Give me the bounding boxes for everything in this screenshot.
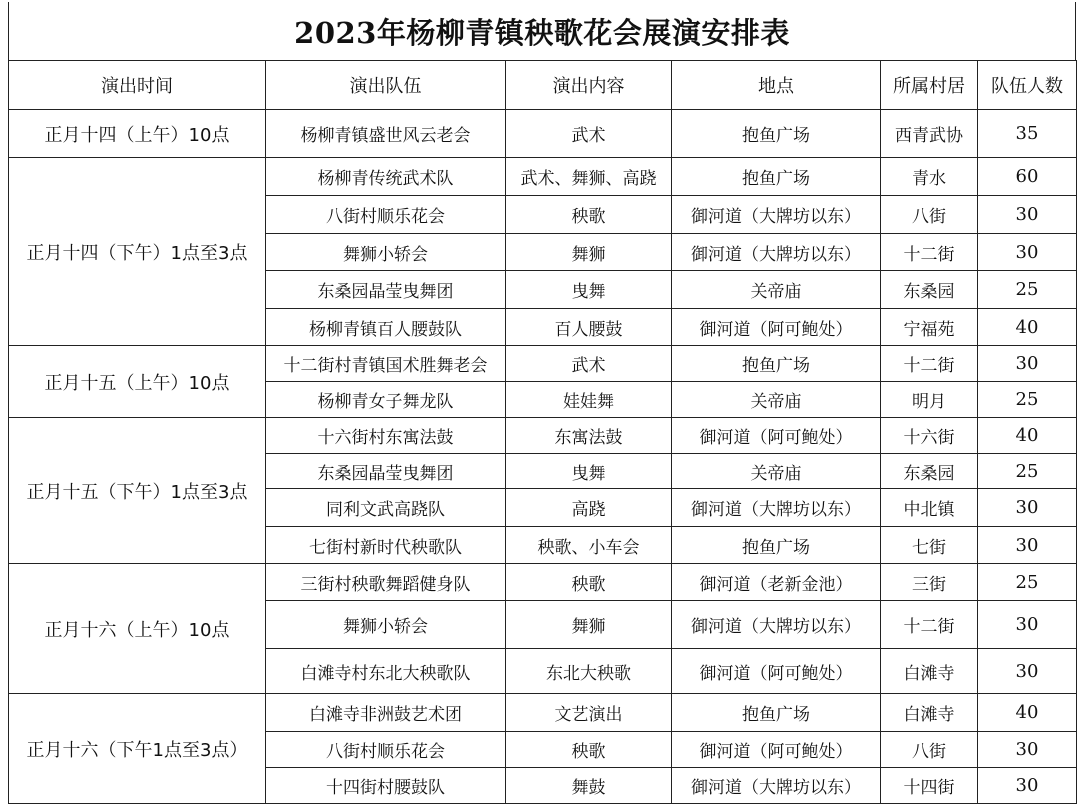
cell-village: 东桑园 [881, 271, 978, 309]
cell-village: 宁福苑 [881, 309, 978, 346]
cell-count: 30 [978, 234, 1077, 271]
table-row [9, 564, 1077, 601]
cell-location: 御河道（大牌坊以东） [672, 768, 881, 804]
cell-village: 十四街 [881, 768, 978, 804]
cell-village: 西青武协 [881, 110, 978, 158]
cell-count: 40 [978, 694, 1077, 732]
cell-content: 舞狮 [506, 234, 672, 271]
header-village: 所属村居 [881, 61, 978, 110]
cell-content: 舞鼓 [506, 768, 672, 804]
table-row [9, 418, 1077, 454]
cell-team: 八街村顺乐花会 [266, 196, 506, 234]
table-row [9, 110, 1077, 158]
title-bar [8, 2, 1076, 60]
cell-team: 三街村秧歌舞蹈健身队 [266, 564, 506, 601]
cell-content: 东北大秧歌 [506, 649, 672, 694]
cell-content: 东寓法鼓 [506, 418, 672, 454]
cell-team: 白滩寺非洲鼓艺术团 [266, 694, 506, 732]
cell-location: 御河道（大牌坊以东） [672, 234, 881, 271]
table-row [9, 346, 1077, 382]
cell-village: 十二街 [881, 234, 978, 271]
header-content: 演出内容 [506, 61, 672, 110]
cell-team: 杨柳青女子舞龙队 [266, 382, 506, 418]
cell-content: 秧歌 [506, 732, 672, 768]
cell-content: 高跷 [506, 489, 672, 527]
cell-village: 十六街 [881, 418, 978, 454]
cell-location: 抱鱼广场 [672, 158, 881, 196]
cell-village: 白滩寺 [881, 694, 978, 732]
cell-count: 30 [978, 601, 1077, 649]
cell-village: 十二街 [881, 346, 978, 382]
cell-village: 中北镇 [881, 489, 978, 527]
page-title: 2023年杨柳青镇秧歌花会展演安排表 [294, 15, 790, 50]
cell-location: 抱鱼广场 [672, 110, 881, 158]
cell-team: 白滩寺村东北大秧歌队 [266, 649, 506, 694]
cell-count: 30 [978, 346, 1077, 382]
cell-location: 御河道（阿可鲍处） [672, 309, 881, 346]
cell-location: 御河道（大牌坊以东） [672, 489, 881, 527]
cell-team: 杨柳青传统武术队 [266, 158, 506, 196]
cell-time: 正月十四（上午）10点 [9, 110, 266, 158]
cell-content: 秧歌、小车会 [506, 527, 672, 564]
cell-village: 七街 [881, 527, 978, 564]
table-row [9, 158, 1077, 196]
cell-content: 曳舞 [506, 271, 672, 309]
cell-content: 曳舞 [506, 454, 672, 489]
cell-count: 25 [978, 564, 1077, 601]
cell-content: 武术 [506, 110, 672, 158]
cell-village: 十二街 [881, 601, 978, 649]
cell-village: 东桑园 [881, 454, 978, 489]
cell-content: 秧歌 [506, 564, 672, 601]
cell-content: 武术、舞狮、高跷 [506, 158, 672, 196]
cell-count: 30 [978, 196, 1077, 234]
cell-village: 八街 [881, 732, 978, 768]
cell-location: 御河道（阿可鲍处） [672, 649, 881, 694]
cell-team: 八街村顺乐花会 [266, 732, 506, 768]
cell-count: 30 [978, 527, 1077, 564]
cell-content: 武术 [506, 346, 672, 382]
cell-location: 抱鱼广场 [672, 694, 881, 732]
cell-count: 60 [978, 158, 1077, 196]
cell-team: 同利文武高跷队 [266, 489, 506, 527]
header-location: 地点 [672, 61, 881, 110]
cell-location: 御河道（老新金池） [672, 564, 881, 601]
header-count: 队伍人数 [978, 61, 1077, 110]
cell-location: 御河道（阿可鲍处） [672, 418, 881, 454]
cell-team: 十二街村青镇国术胜舞老会 [266, 346, 506, 382]
cell-team: 东桑园晶莹曳舞团 [266, 271, 506, 309]
cell-village: 明月 [881, 382, 978, 418]
cell-content: 文艺演出 [506, 694, 672, 732]
cell-count: 25 [978, 454, 1077, 489]
cell-village: 青水 [881, 158, 978, 196]
cell-team: 七街村新时代秧歌队 [266, 527, 506, 564]
cell-count: 30 [978, 732, 1077, 768]
cell-location: 关帝庙 [672, 271, 881, 309]
header-row [9, 61, 1077, 110]
cell-time: 正月十六（下午1点至3点） [9, 694, 266, 804]
cell-content: 娃娃舞 [506, 382, 672, 418]
cell-team: 舞狮小轿会 [266, 234, 506, 271]
cell-team: 十六街村东寓法鼓 [266, 418, 506, 454]
cell-time: 正月十五（上午）10点 [9, 346, 266, 418]
header-team: 演出队伍 [266, 61, 506, 110]
cell-content: 舞狮 [506, 601, 672, 649]
cell-count: 30 [978, 649, 1077, 694]
schedule-body [9, 110, 1077, 804]
cell-team: 东桑园晶莹曳舞团 [266, 454, 506, 489]
cell-time: 正月十六（上午）10点 [9, 564, 266, 694]
cell-village: 三街 [881, 564, 978, 601]
cell-location: 抱鱼广场 [672, 527, 881, 564]
cell-time: 正月十四（下午）1点至3点 [9, 158, 266, 346]
schedule-document [8, 2, 1076, 802]
cell-team: 舞狮小轿会 [266, 601, 506, 649]
header-time: 演出时间 [9, 61, 266, 110]
table-row [9, 694, 1077, 732]
cell-count: 25 [978, 382, 1077, 418]
cell-village: 八街 [881, 196, 978, 234]
cell-count: 35 [978, 110, 1077, 158]
cell-team: 杨柳青镇盛世风云老会 [266, 110, 506, 158]
cell-location: 御河道（大牌坊以东） [672, 601, 881, 649]
cell-count: 30 [978, 768, 1077, 804]
cell-location: 御河道（大牌坊以东） [672, 196, 881, 234]
cell-content: 百人腰鼓 [506, 309, 672, 346]
cell-location: 关帝庙 [672, 454, 881, 489]
cell-count: 40 [978, 418, 1077, 454]
cell-village: 白滩寺 [881, 649, 978, 694]
cell-time: 正月十五（下午）1点至3点 [9, 418, 266, 564]
schedule-table [8, 60, 1077, 804]
cell-content: 秧歌 [506, 196, 672, 234]
cell-team: 杨柳青镇百人腰鼓队 [266, 309, 506, 346]
cell-count: 40 [978, 309, 1077, 346]
cell-count: 25 [978, 271, 1077, 309]
cell-team: 十四街村腰鼓队 [266, 768, 506, 804]
cell-location: 抱鱼广场 [672, 346, 881, 382]
cell-location: 御河道（阿可鲍处） [672, 732, 881, 768]
cell-count: 30 [978, 489, 1077, 527]
cell-location: 关帝庙 [672, 382, 881, 418]
